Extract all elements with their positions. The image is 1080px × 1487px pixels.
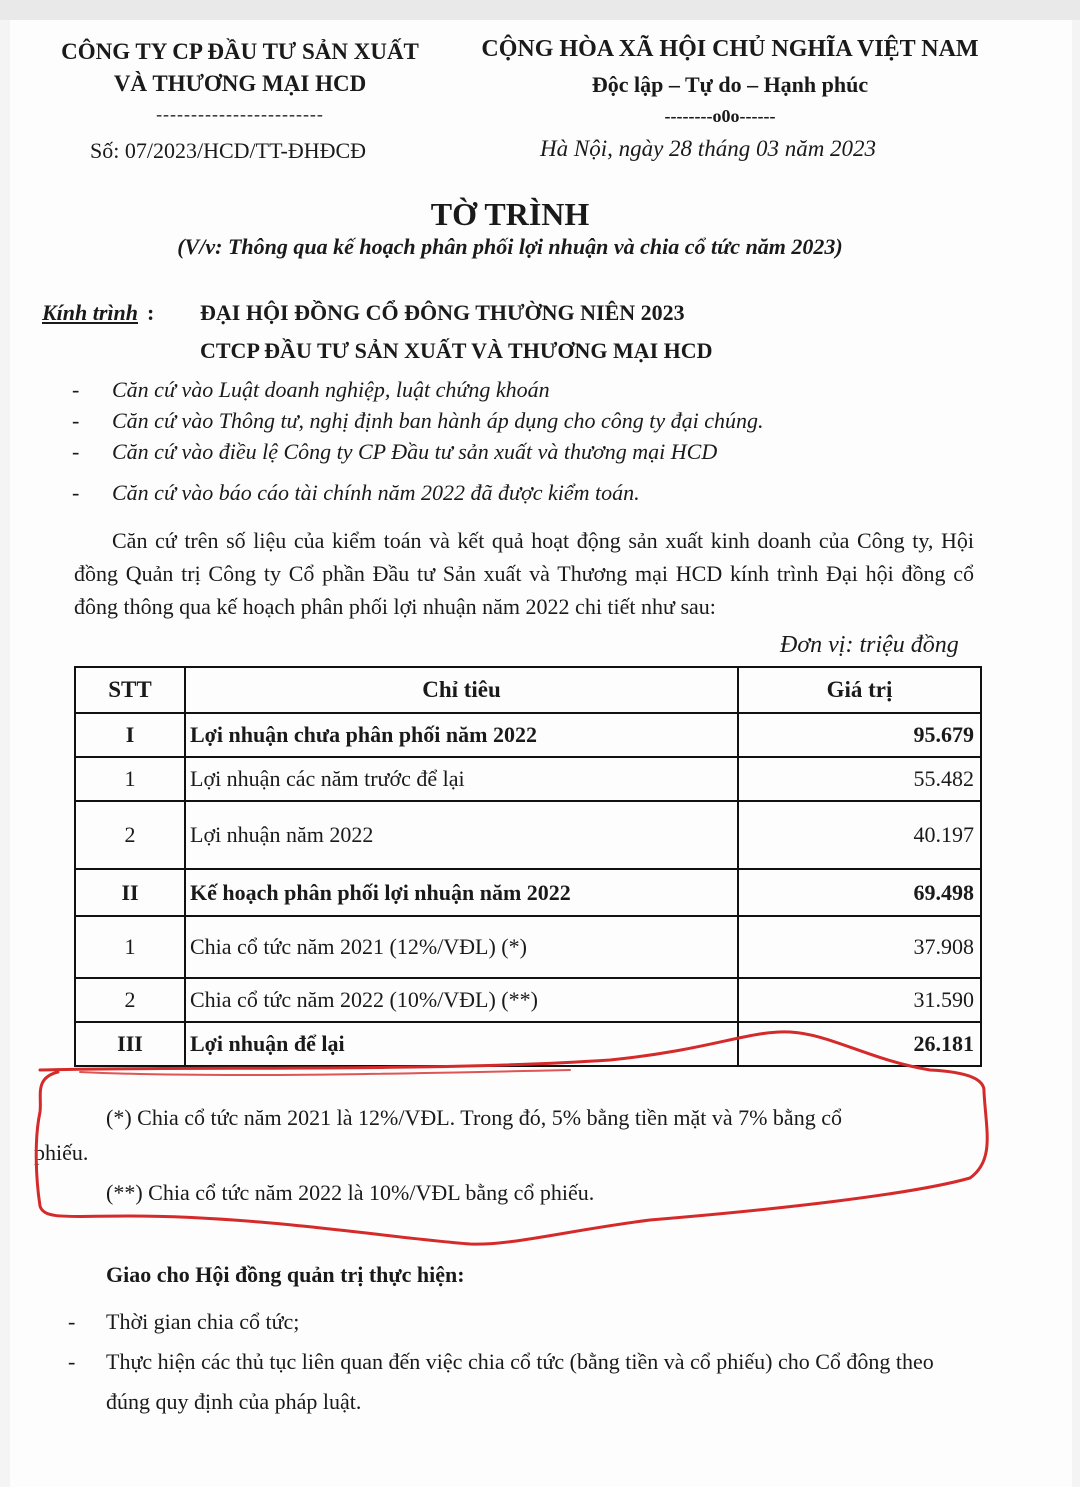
national-motto: Độc lập – Tự do – Hạnh phúc bbox=[591, 72, 869, 97]
bullet-dash: - bbox=[68, 1309, 76, 1334]
bullet-dash: - bbox=[68, 1349, 76, 1374]
cell-indicator: Chia cổ tức năm 2021 (12%/VĐL) (*) bbox=[185, 916, 738, 978]
recipient-line-1: ĐẠI HỘI ĐỒNG CỔ ĐÔNG THƯỜNG NIÊN 2023 bbox=[200, 300, 685, 325]
document-title: TỜ TRÌNH bbox=[430, 196, 590, 232]
cell-indicator: Lợi nhuận năm 2022 bbox=[185, 801, 738, 869]
document-number: Số: 07/2023/HCD/TT-ĐHĐCĐ bbox=[90, 138, 367, 163]
assignment-heading: Giao cho Hội đồng quản trị thực hiện: bbox=[106, 1262, 465, 1287]
cell-stt: II bbox=[75, 869, 185, 916]
cell-indicator: Lợi nhuận để lại bbox=[185, 1022, 738, 1066]
recipient-line-2: CTCP ĐẦU TƯ SẢN XUẤT VÀ THƯƠNG MẠI HCD bbox=[200, 338, 713, 363]
company-divider: ------------------------ bbox=[156, 104, 324, 124]
cell-value: 37.908 bbox=[738, 916, 981, 978]
hand-drawn-circle bbox=[36, 1032, 987, 1244]
cell-value: 95.679 bbox=[738, 713, 981, 757]
bullet-dash: - bbox=[72, 408, 80, 433]
bullet-dash: - bbox=[72, 439, 80, 464]
cell-indicator: Chia cổ tức năm 2022 (10%/VĐL) (**) bbox=[185, 978, 738, 1022]
footnote-1-continuation: phiếu. bbox=[34, 1140, 89, 1165]
cell-value: 40.197 bbox=[738, 801, 981, 869]
footnote-1: (*) Chia cổ tức năm 2021 là 12%/VĐL. Trong đó, 5% bằng tiền mặt và 7% bằng cổ bbox=[106, 1105, 842, 1130]
cell-value: 31.590 bbox=[738, 978, 981, 1022]
cell-stt: 2 bbox=[75, 978, 185, 1022]
motto-divider: --------o0o------ bbox=[664, 106, 776, 126]
task-text: Thực hiện các thủ tục liên quan đến việc chia cổ tức (bằng tiền và cổ phiếu) cho Cổ đông theo đúng quy định của pháp luật. bbox=[106, 1349, 934, 1414]
document-subtitle: (V/v: Thông qua kế hoạch phân phối lợi nhuận và chia cổ tức năm 2023) bbox=[177, 234, 843, 259]
cell-indicator: Lợi nhuận chưa phân phối năm 2022 bbox=[185, 713, 738, 757]
bullet-dash: - bbox=[72, 377, 80, 402]
recipient-colon: : bbox=[147, 300, 155, 325]
basis-text: Căn cứ vào điều lệ Công ty CP Đầu tư sản xuất và thương mại HCD bbox=[112, 439, 718, 464]
cell-value: 55.482 bbox=[738, 757, 981, 801]
hand-drawn-circle-stroke bbox=[80, 1070, 570, 1075]
basis-text: Căn cứ vào Luật doanh nghiệp, luật chứng khoán bbox=[112, 377, 550, 402]
cell-indicator: Lợi nhuận các năm trước để lại bbox=[185, 757, 738, 801]
intro-paragraph: Căn cứ trên số liệu của kiểm toán và kết quả hoạt động sản xuất kinh doanh của Công ty, Hội đồng Quản trị Công ty Cổ phần Đầu tư Sản xuất và Thương mại HCD kính trình Đại hội đồng cổ đông thông qua kế hoạch phân phối lợi nhuận năm 2022 chi tiết như sau: bbox=[74, 528, 974, 619]
column-header-value: Giá trị bbox=[738, 667, 981, 713]
basis-text: Căn cứ vào Thông tư, nghị định ban hành áp dụng cho công ty đại chúng. bbox=[112, 408, 764, 433]
cell-stt: 1 bbox=[75, 757, 185, 801]
cell-stt: 1 bbox=[75, 916, 185, 978]
cell-value: 26.181 bbox=[738, 1022, 981, 1066]
footnote-2: (**) Chia cổ tức năm 2022 là 10%/VĐL bằng cổ phiếu. bbox=[106, 1180, 595, 1205]
national-title: CỘNG HÒA XÃ HỘI CHỦ NGHĨA VIỆT NAM bbox=[481, 36, 979, 62]
recipient-label: Kính trình bbox=[42, 300, 139, 325]
task-text: Thời gian chia cổ tức; bbox=[106, 1309, 300, 1334]
cell-stt: 2 bbox=[75, 801, 185, 869]
company-name: CÔNG TY CP ĐẦU TƯ SẢN XUẤT VÀ THƯƠNG MẠI HCD bbox=[61, 39, 419, 96]
top-bar bbox=[0, 0, 1080, 20]
basis-text: Căn cứ vào báo cáo tài chính năm 2022 đã được kiểm toán. bbox=[112, 480, 640, 505]
bullet-dash: - bbox=[72, 480, 80, 505]
cell-stt: III bbox=[75, 1022, 185, 1066]
column-header-stt: STT bbox=[75, 667, 185, 713]
column-header-indicator: Chỉ tiêu bbox=[185, 667, 738, 713]
document-page bbox=[10, 20, 1072, 1487]
cell-stt: I bbox=[75, 713, 185, 757]
cell-value: 69.498 bbox=[738, 869, 981, 916]
cell-indicator: Kế hoạch phân phối lợi nhuận năm 2022 bbox=[185, 869, 738, 916]
red-pen-annotation bbox=[10, 20, 1072, 1487]
place-date: Hà Nội, ngày 28 tháng 03 năm 2023 bbox=[540, 136, 877, 161]
unit-label: Đơn vị: triệu đồng bbox=[780, 632, 959, 658]
